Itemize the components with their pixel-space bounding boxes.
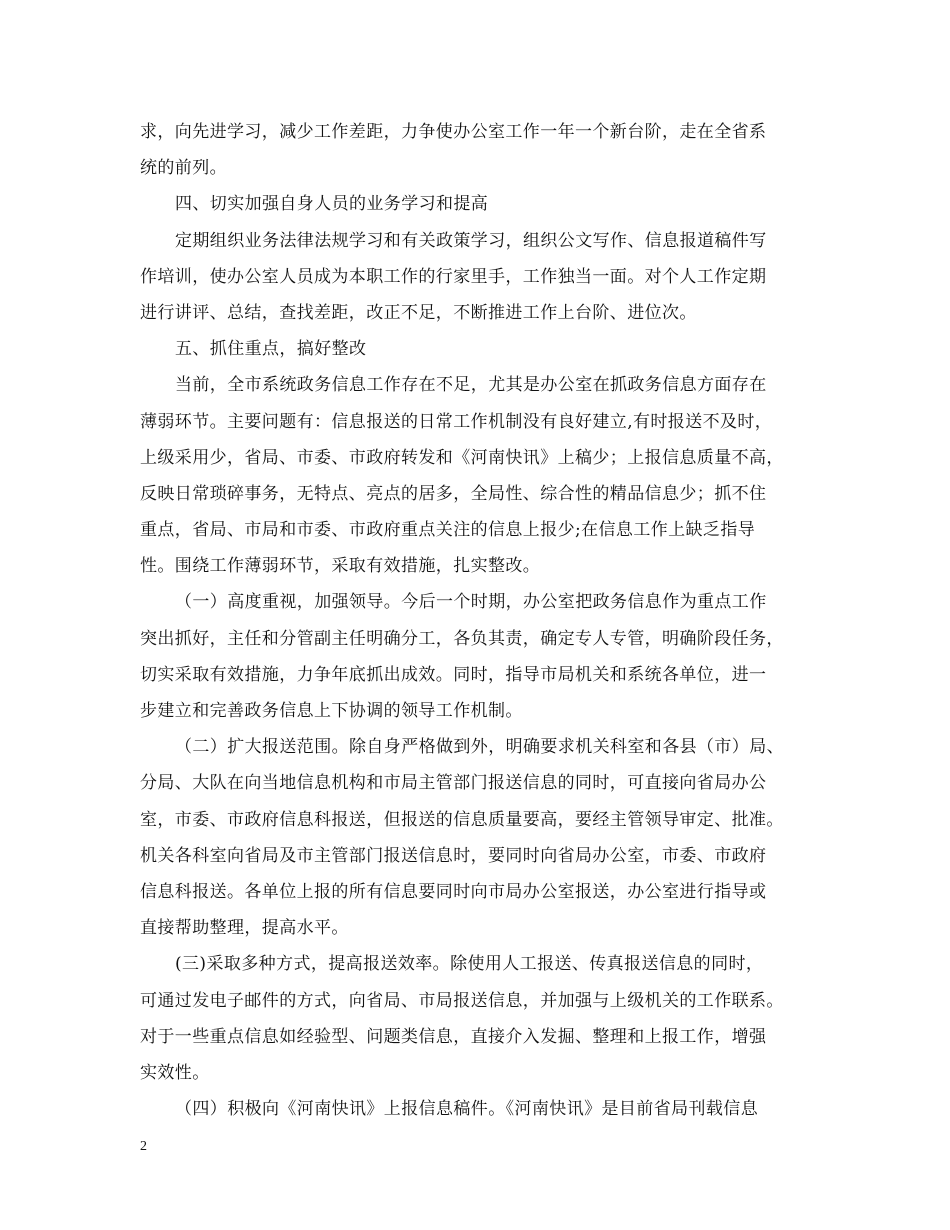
text-line: 分局、大队在向当地信息机构和市局主管部门报送信息的同时，可直接向省局办公 [140, 773, 767, 794]
text-line: 信息科报送。各单位上报的所有信息要同时向市局办公室报送，办公室进行指导或 [140, 881, 767, 902]
text-line: （一）高度重视，加强领导。今后一个时期，办公室把政务信息作为重点工作 [175, 592, 767, 613]
text-line: 五、抓住重点，搞好整改 [175, 339, 367, 360]
text-line: 切实采取有效措施，力争年底抓出成效。同时，指导市局机关和系统各单位，进一 [140, 664, 767, 685]
text-line: 直接帮助整理，提高水平。 [140, 918, 349, 939]
text-line: 突出抓好，主任和分管副主任明确分工，各负其责，确定专人专管，明确阶段任务， [140, 628, 784, 649]
text-line: 对于一些重点信息如经验型、问题类信息，直接介入发掘、整理和上报工作，增强 [140, 1026, 767, 1047]
text-line: 步建立和完善政务信息上下协调的领导工作机制。 [140, 701, 523, 721]
text-line: 室，市委、市政府信息科报送，但报送的信息质量要高，要经主管领导审定、批准。 [140, 809, 784, 830]
text-line: 实效性。 [140, 1062, 210, 1083]
text-line: 作培训，使办公室人员成为本职工作的行家里手，工作独当一面。对个人工作定期 [140, 266, 767, 287]
text-line: 定期组织业务法律法规学习和有关政策学习，组织公文写作、信息报道稿件写 [175, 230, 767, 251]
text-line: 求，向先进学习，减少工作差距，力争使办公室工作一年一个新台阶，走在全省系 [140, 122, 767, 142]
text-line: （四）积极向《河南快讯》上报信息稿件。《河南快讯》是目前省局刊载信息 [175, 1099, 759, 1120]
text-line: 当前，全市系统政务信息工作存在不足，尤其是办公室在抓政务信息方面存在 [175, 375, 767, 396]
text-line: 进行讲评、总结，查找差距，改正不足，不断推进工作上台阶、进位次。 [140, 302, 697, 323]
text-line: 统的前列。 [140, 158, 227, 179]
text-line: 机关各科室向省局及市主管部门报送信息时，要同时向省局办公室，市委、市政府 [140, 845, 767, 866]
text-line: (三)采取多种方式，提高报送效率。除使用人工报送、传真报送信息的同时， [175, 954, 764, 975]
text-line: 上级采用少，省局、市委、市政府转发和《河南快讯》上稿少；上报信息质量不高， [140, 447, 784, 468]
text-line: 反映日常琐碎事务，无特点、亮点的居多，全局性、综合性的精品信息少；抓不住 [140, 483, 767, 504]
document-body [0, 114, 950, 1127]
text-line: 四、切实加强自身人员的业务学习和提高 [175, 194, 489, 215]
text-line: 重点，省局、市局和市委、市政府重点关注的信息上报少;在信息工作上缺乏指导 [140, 520, 756, 541]
text-line: 薄弱环节。主要问题有：信息报送的日常工作机制没有良好建立,有时报送不及时， [140, 411, 773, 432]
text-line: 性。围绕工作薄弱环节，采取有效措施，扎实整改。 [140, 556, 541, 577]
text-line: （二）扩大报送范围。除自身严格做到外，明确要求机关科室和各县（市）局、 [175, 737, 784, 758]
text-line: 可通过发电子邮件的方式，向省局、市局报送信息，并加强与上级机关的工作联系。 [140, 990, 784, 1011]
page-number: 2 [140, 1139, 147, 1154]
